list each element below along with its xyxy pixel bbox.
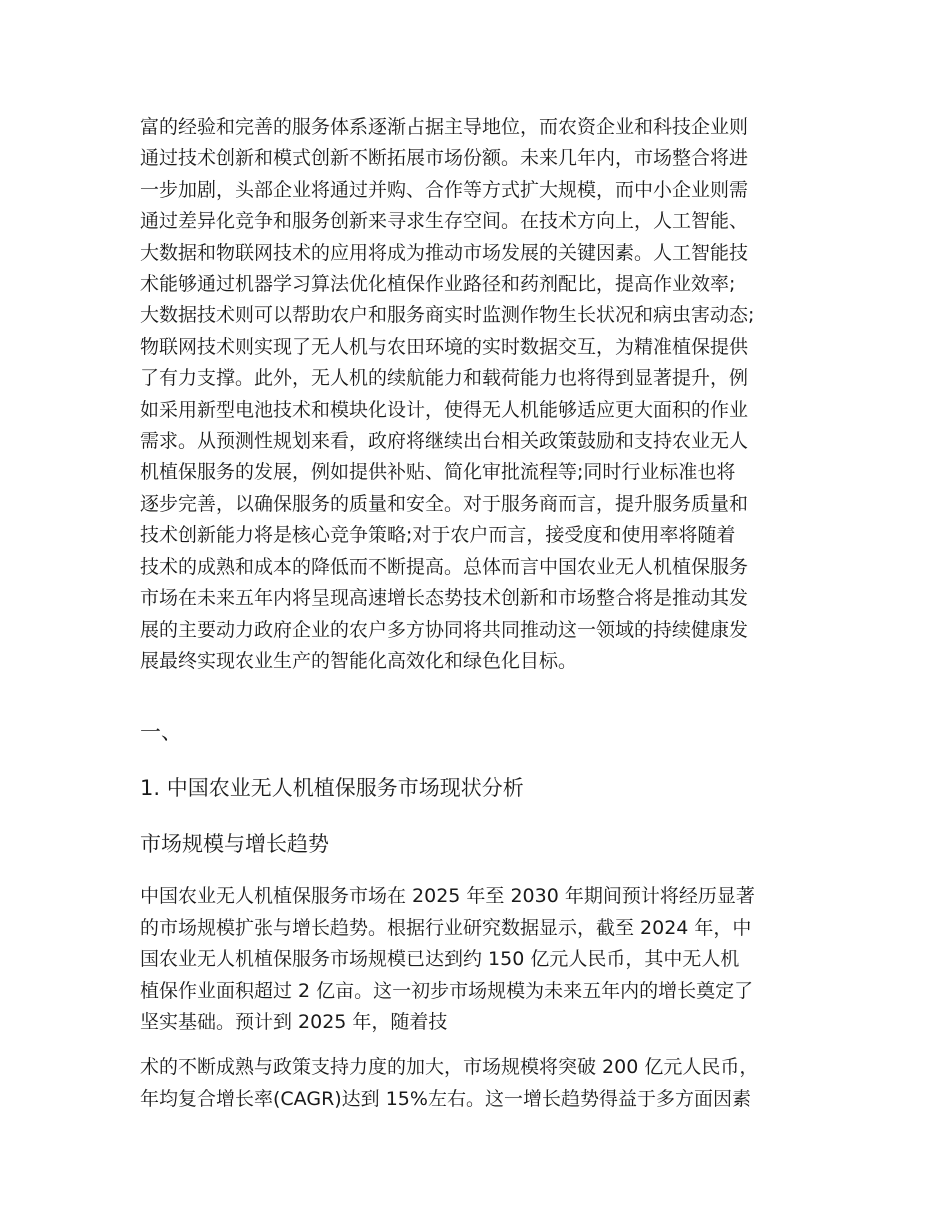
section-heading: 1. 中国农业无人机植保服务市场现状分析	[140, 776, 524, 801]
paragraph-line: 术能够通过机器学习算法优化植保作业路径和药剂配比，提高作业效率;	[140, 273, 736, 296]
paragraph-line: 技术的成熟和成本的降低而不断提高。总体而言中国农业无人机植保服务	[140, 555, 749, 578]
paragraph-line: 物联网技术则实现了无人机与农田环境的实时数据交互，为精准植保提供	[140, 335, 749, 358]
paragraph-intro	[140, 112, 812, 677]
paragraph-line: 术的不断成熟与政策支持力度的加大，市场规模将突破 200 亿元人民币，	[140, 1056, 759, 1079]
paragraph-line: 植保作业面积超过 2 亿亩。这一初步市场规模为未来五年内的增长奠定了	[140, 979, 754, 1002]
section-mark: 一、	[140, 720, 182, 745]
paragraph-line: 技术创新能力将是核心竞争策略;对于农户而言，接受度和使用率将随着	[140, 524, 736, 547]
paragraph-line: 大数据技术则可以帮助农户和服务商实时监测作物生长状况和病虫害动态;	[140, 304, 755, 327]
paragraph-market-size	[140, 881, 812, 1038]
paragraph-line: 富的经验和完善的服务体系逐渐占据主导地位，而农资企业和科技企业则	[140, 116, 749, 138]
paragraph-line: 中国农业无人机植保服务市场在 2025 年至 2030 年期间预计将经历显著	[140, 885, 755, 908]
paragraph-line: 如采用新型电池技术和模块化设计，使得无人机能够适应更大面积的作业	[140, 398, 749, 421]
paragraph-line: 展的主要动力政府企业的农户多方协同将共同推动这一领域的持续健康发	[140, 618, 749, 641]
paragraph-line: 的市场规模扩张与增长趋势。根据行业研究数据显示，截至 2024 年，中	[140, 916, 752, 939]
document-body	[140, 112, 812, 1115]
paragraph-line: 市场在未来五年内将呈现高速增长态势技术创新和市场整合将是推动其发	[140, 587, 749, 610]
paragraph-line: 大数据和物联网技术的应用将成为推动市场发展的关键因素。人工智能技	[140, 241, 749, 264]
paragraph-line: 了有力支撑。此外，无人机的续航能力和载荷能力也将得到显著提升，例	[140, 367, 749, 390]
paragraph-line: 通过差异化竞争和服务创新来寻求生存空间。在技术方向上，人工智能、	[140, 210, 749, 233]
paragraph-line: 年均复合增长率(CAGR)达到 15%左右。这一增长趋势得益于多方面因素	[140, 1087, 751, 1110]
paragraph-growth	[140, 1052, 812, 1115]
paragraph-line: 需求。从预测性规划来看，政府将继续出台相关政策鼓励和支持农业无人	[140, 430, 749, 453]
paragraph-line: 国农业无人机植保服务市场规模已达到约 150 亿元人民币，其中无人机	[140, 948, 740, 971]
paragraph-line: 展最终实现农业生产的智能化高效化和绿色化目标。	[140, 649, 578, 672]
paragraph-line: 逐步完善，以确保服务的质量和安全。对于服务商而言，提升服务质量和	[140, 492, 749, 515]
paragraph-line: 机植保服务的发展，例如提供补贴、简化审批流程等;同时行业标准也将	[140, 461, 736, 484]
paragraph-line: 通过技术创新和模式创新不断拓展市场份额。未来几年内，市场整合将进	[140, 147, 749, 170]
subsection-heading: 市场规模与增长趋势	[140, 832, 329, 857]
paragraph-line: 一步加剧，头部企业将通过并购、合作等方式扩大规模，而中小企业则需	[140, 178, 749, 201]
paragraph-line: 坚实基础。预计到 2025 年，随着技	[140, 1010, 448, 1033]
